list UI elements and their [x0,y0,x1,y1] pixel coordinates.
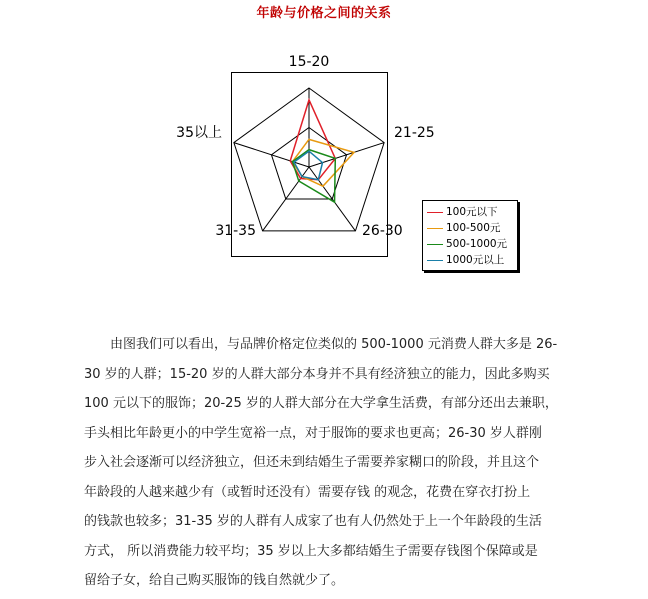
legend-swatch [427,244,443,245]
chart-title: 年龄与价格之间的关系 [256,6,392,21]
paragraph-line: 30 岁的人群；15-20 岁的人群大部分本身并不具有经济独立的能力，因此多购买 [84,366,550,382]
legend-label: 1000元以上 [446,254,505,266]
legend-label: 500-1000元 [446,238,508,250]
radar-axis-label: 35以上 [176,125,222,141]
paragraph-line: 留给子女，给自己购买服饰的钱自然就少了。 [84,573,345,588]
radar-axis-label: 26-30 [362,223,403,239]
body-paragraph [84,330,614,596]
radar-axis-label: 31-35 [215,223,256,239]
paragraph-line: 方式， 所以消费能力较平均；35 岁以上大多都结婚生子需要存钱图个保障或是 [84,543,538,559]
paragraph-line: 手头相比年龄更小的中学生宽裕一点，对于服饰的要求也更高；26-30 岁人群刚 [84,425,542,441]
legend-item [427,220,500,236]
radar-axis-label: 21-25 [394,125,435,141]
legend-swatch [427,212,443,213]
radar-grid [234,88,384,231]
paragraph-line: 100 元以下的服饰；20-25 岁的人群大部分在大学拿生活费，有部分还出去兼职， [84,396,558,411]
legend-label: 100-500元 [446,222,501,234]
legend-swatch [427,260,443,261]
radar-series-group [290,100,354,202]
radar-axis-label: 15-20 [288,54,330,70]
legend-item [427,204,498,220]
paragraph-line: 由图我们可以看出，与品牌价格定位类似的 500-1000 元消费人群大多是 26- [110,337,558,352]
chart-legend [422,200,518,271]
radar-spoke [309,143,384,167]
paragraph-line: 的钱款也较多；31-35 岁的人群有人成家了也有人仍然处于上一个年龄段的生活 [84,514,542,529]
legend-item [427,252,504,268]
legend-label: 100元以下 [446,206,498,218]
legend-item [427,236,507,252]
paragraph-line: 年龄段的人越来越少有（或暂时还没有）需要存钱 的观念，花费在穿衣打扮上 [84,484,531,500]
radar-axis-labels [176,54,435,239]
paragraph-line: 步入社会逐渐可以经济独立，但还未到结婚生子需要养家糊口的阶段，并且这个 [84,455,540,470]
legend-swatch [427,228,443,229]
